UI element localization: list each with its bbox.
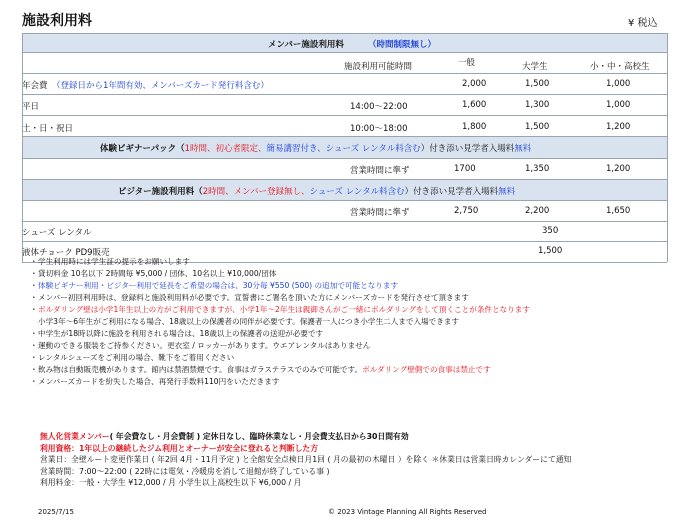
- unmanned-line-3: 営業日：全壁ルート変更作業日 ( 年2回 4月・11月予定 ) と全館安全点検日月1回 ( 月の最初の木曜日 ）を除く ＊休業日は営業日時カレンダーにて通知: [40, 455, 572, 464]
- table-row: [22, 121, 667, 135]
- table-row: [22, 77, 667, 91]
- price-student: 1,300: [525, 100, 550, 110]
- row-label: 平日: [22, 102, 40, 112]
- page-title: 施設利用料: [22, 13, 92, 29]
- trial-header: [100, 142, 531, 154]
- table-rule: [22, 73, 667, 74]
- note-red-tail: ボルダリング壁側での食事は禁止です: [362, 365, 491, 374]
- price-child: 1,000: [606, 79, 631, 89]
- unmanned-desc: ( 年会費なし・月会費制 ) 定休日なし、臨時休業なし・月会費支払日から30日間有効: [109, 432, 409, 441]
- table-row: [22, 99, 667, 113]
- col-general: 一般: [458, 58, 476, 68]
- note-text: 貸切料金 10名以下 2時間毎 ¥5,000 / 団体、10名以上 ¥10,000/団体: [38, 269, 277, 278]
- note-item: ・ 体験ビギナー利用・ビジター利用で延長をご希望の場合は、30分毎 ¥550 (500) の追加で可能となります: [30, 281, 399, 290]
- note-item: ・ メンバー初回利用時は、登録料と施設利用料が必要です。宣誓書にご署名を頂いた方にメンバーズカードを発行させて頂きます: [30, 293, 469, 302]
- table-rule: [22, 200, 667, 201]
- note-text: 中学生が18時以降に施設を利用される場合は、18歳以上の保護者の送迎が必要です: [38, 329, 324, 338]
- price-general: 2,000: [462, 79, 487, 89]
- col-desc: 施設利用可能時間: [344, 62, 413, 72]
- unmanned-line-4: 営業時間：7:00～22:00 ( 22時には電気・冷暖房を消して退館が終了している事 ): [40, 466, 330, 476]
- row-time: 営業時間に準ず: [350, 166, 410, 176]
- visitor-blue-note: シューズ レンタル料含む: [309, 187, 405, 197]
- unmanned-member-info: [40, 431, 571, 489]
- table-border: [667, 33, 668, 262]
- table-rule: [22, 158, 667, 159]
- note-item: ・ ボルダリング壁は小学1年生以上の方がご利用できますが、小学1年～2年生は親御さんがご一緒にボルダリングをして頂くことが条件となります: [30, 305, 530, 314]
- note-text: メンバー初回利用時は、登録料と施設利用料が必要です。宣誓書にご署名を頂いた方にメンバーズカードを発行させて頂きます: [38, 293, 469, 302]
- chalk-price: 1,500: [538, 246, 563, 256]
- note-item: ・ 運動のできる服装をご持参ください。更衣室 / ロッカーがあります。ウエアレンタルはありません: [30, 341, 371, 350]
- footer-copyright: © 2023 Vintage Planning All Rights Reserved: [328, 508, 487, 516]
- member-header-row: [22, 34, 667, 52]
- col-child: 小・中・高校生: [590, 62, 650, 72]
- column-header-row: [22, 56, 667, 70]
- table-rule: [22, 221, 667, 222]
- unmanned-line-1: [40, 431, 571, 443]
- trial-companion: ）付き添い見学者入場料: [420, 144, 515, 154]
- footer-date: 2025/7/15: [38, 508, 74, 516]
- note-text: ボルダリング壁は小学1年生以上の方がご利用できますが、小学1年～2年生は親御さんがご一緒にボルダリングをして頂くことが条件となります: [38, 305, 530, 314]
- table-rule: [22, 52, 667, 53]
- row-label: 年会費: [22, 81, 48, 91]
- visitor-free: 無料: [498, 187, 516, 197]
- note-item: ・ 学生利用時には学生証の提示をお願いします: [30, 257, 190, 266]
- note-item: ・ 貸切料金 10名以下 2時間毎 ¥5,000 / 団体、10名以上 ¥10,000/団体: [30, 269, 277, 278]
- trial-blue-note: 簡易講習付き、シューズ レンタル料含む: [266, 144, 421, 154]
- row-note: （登録日から1年間有効、メンバーズカード発行料含む）: [52, 81, 269, 91]
- trial-paren: （: [176, 144, 185, 154]
- visitor-header: [118, 185, 515, 197]
- trial-red-note: 1時間、初心者限定、: [184, 144, 267, 154]
- price-child: 1,000: [606, 100, 631, 110]
- table-row: [22, 204, 667, 218]
- visitor-paren: （: [194, 187, 203, 197]
- col-student: 大学生: [522, 62, 548, 72]
- note-text: 学生利用時には学生証の提示をお願いします: [38, 257, 190, 266]
- note-item: ・ メンバーズカードを紛失した場合、再発行手数料110円をいただきます: [30, 377, 280, 386]
- note-text: メンバーズカードを紛失した場合、再発行手数料110円をいただきます: [38, 377, 280, 386]
- trial-free: 無料: [514, 144, 532, 154]
- row-time: 14:00～22:00: [350, 102, 408, 112]
- table-rule: [22, 94, 667, 95]
- trial-header-row: [22, 137, 667, 158]
- notes-list: [30, 256, 530, 388]
- chalk-label: 液体チョーク PD9販売: [22, 248, 110, 258]
- trial-label: 体験ビギナーパック: [100, 144, 177, 154]
- shoes-price: 350: [542, 226, 559, 236]
- table-border: [22, 33, 23, 262]
- unmanned-line-2: 利用資格：1年以上の継続したジム利用とオーナーが安全に登れると判断した方: [40, 443, 318, 453]
- note-item: ・ レンタルシューズをご利用の場合、靴下をご着用ください: [30, 353, 235, 362]
- row-label: 土・日・祝日: [22, 124, 74, 134]
- member-header-label: メンバー施設利用料: [268, 40, 344, 50]
- tax-note: ¥ 税込: [628, 18, 658, 29]
- unmanned-line-5: 利用料金：一般・大学生 ¥12,000 / 月 小学生以上高校生以下 ¥6,000 / 月: [40, 478, 302, 487]
- note-text: 小学3年～6年生がご利用になる場合、18歳以上の保護者の同伴が必要です。保護者一人につき小学生二人まで入場できます: [38, 317, 460, 326]
- price-general: 1,600: [462, 100, 487, 110]
- note-text: 飲み物は自動販売機があります。館内は禁酒禁煙です。食事はガラステラスでのみで可能です。: [38, 365, 363, 374]
- note-text: 運動のできる服装をご持参ください。更衣室 / ロッカーがあります。ウエアレンタルはありません: [38, 341, 371, 350]
- price-child: 1,200: [606, 122, 631, 132]
- visitor-companion: ）付き添い見学者入場料: [404, 187, 499, 197]
- visitor-header-row: [22, 180, 667, 200]
- member-header-note: （時間制限無し）: [368, 40, 437, 50]
- note-item: ・ 飲み物は自動販売機があります。館内は禁酒禁煙です。食事はガラステラスでのみで可能です。ボルダリング壁側での食事は禁止です: [30, 365, 491, 374]
- note-text: 体験ビギナー利用・ビジター利用で延長をご希望の場合は、30分毎 ¥550 (500) の追加で可能となります: [38, 281, 399, 290]
- table-rule: [22, 241, 667, 242]
- table-rule: [22, 115, 667, 116]
- price-student: 1,350: [525, 164, 550, 174]
- price-general: 1700: [454, 164, 476, 174]
- unmanned-title: 無人化営業メンバー: [40, 432, 110, 441]
- row-time: 営業時間に準ず: [350, 208, 410, 218]
- price-child: 1,200: [606, 164, 631, 174]
- note-item: ・ 中学生が18時以降に施設を利用される場合は、18歳以上の保護者の送迎が必要です: [30, 329, 324, 338]
- note-text: レンタルシューズをご利用の場合、靴下をご着用ください: [38, 353, 235, 362]
- price-student: 1,500: [525, 122, 550, 132]
- table-row: [22, 225, 667, 239]
- price-child: 1,650: [606, 206, 631, 216]
- visitor-red-note: 2時間、メンバー登録無し、: [202, 187, 310, 197]
- price-general: 1,800: [462, 122, 487, 132]
- note-item: [38, 316, 530, 328]
- row-time: 10:00～18:00: [350, 124, 408, 134]
- table-row: [22, 162, 667, 176]
- shoes-label: シューズ レンタル: [22, 228, 92, 238]
- visitor-label: ビジター施設利用料: [118, 187, 195, 197]
- price-general: 2,750: [454, 206, 479, 216]
- price-student: 2,200: [525, 206, 550, 216]
- price-student: 1,500: [525, 79, 550, 89]
